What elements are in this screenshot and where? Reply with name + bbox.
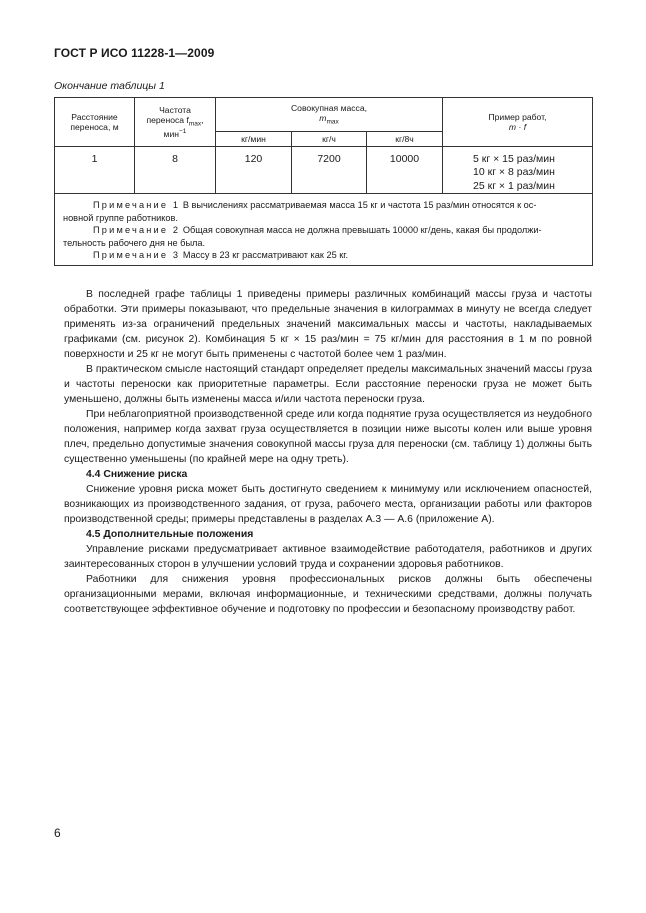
note-2: Примечание 2 Общая совокупная масса не должна превышать 10000 кг/день, какая бы продолжи- [93,225,542,236]
header-frequency: Частота переноса $f_{max}$, мин$^{-1}$ [135,98,216,147]
note-3: Примечание 3 Массу в 23 кг рассматривают как 25 кг. [93,250,349,260]
paragraph: В практическом смысле настоящий стандарт определяет пределы максимальных значений массы груза и частоты переноски как приоритетные параметры. Если расстояние переноски груза не может быть уменьшено, должны быть изменены масса и/или частота переноски груза. [64,364,592,405]
unit-kg-8h: кг/8ч [367,132,443,147]
note-1: Примечание 1 В вычислениях рассматриваемая масса 15 кг и частота 15 раз/мин относятся к ос- [93,200,537,211]
table-notes: Примечание 1 В вычислениях рассматриваемая масса 15 кг и частота 15 раз/мин относятся к ос- новной группе работников. Примечание 2 Общая совокупная масса не должна превышать 10000 кг/день, какая бы продолжи- тельность рабочего дня не была. Примечание 3 Массу в 23 кг рассматривают как 25 кг. [55,194,593,266]
paragraph: Работники для снижения уровня профессиональных рисков должны быть обеспечены организационными мерами, включая информационные, и техническими средствами, должны получать соответствующее эффективное обучение и подготовку по профессии и безопасному производству работ. [64,574,592,615]
header-total-mass: Совокупная масса, $m_{max}$ [216,98,443,132]
header-example: Пример работ, m · f [443,98,593,147]
cell-examples: 5 кг × 15 раз/мин 10 кг × 8 раз/мин 25 кг × 1 раз/мин [443,149,593,194]
section-heading: 4.5 Дополнительные положения [86,529,254,540]
cell-kg-h: 7200 [292,149,367,194]
paragraph: Управление рисками предусматривает активное взаимодействие работодателя, работников и других заинтересованных сторон в улучшении условий труда и сохранении здоровья работников. [64,544,592,570]
cell-frequency: 8 [135,149,216,194]
paragraph: При неблагоприятной производственной среде или когда поднятие груза осуществляется из неудобного положения, например когда захват груза осуществляется в позиции ниже высоты колен или выше уровня плеч, предельно допустимые значения совокупной массы груза для переноски (см. таблицу 1) должны быть существенно уменьшены (по крайней мере на одну треть). [64,409,592,465]
cell-kg-8h: 10000 [367,149,443,194]
document-header: ГОСТ Р ИСО 11228-1—2009 [54,46,215,60]
header-distance: Расстояние переноса, м [55,98,135,147]
table-caption: Окончание таблицы 1 [54,80,165,92]
paragraph: В последней графе таблицы 1 приведены примеры различных комбинаций массы груза и частоты обработки. Эти примеры показывают, что предельные значения в килограммах в минуту не всегда следует применять из-за ограничений предельных значений максимальных массы и частоты, накладываемых графиками (см. рисунок 2). Комбинация 5 кг × 15 раз/мин = 75 кг/мин для расстояния в 1 м по ровной поверхности и 25 кг не могут быть применены с частотой более чем 1 раз/мин. [64,289,592,360]
table-row [55,149,593,194]
data-table [54,97,593,266]
cell-distance: 1 [55,149,135,194]
section-heading: 4.4 Снижение риска [86,469,188,480]
paragraph: Снижение уровня риска может быть достигнуто сведением к минимуму или исключением опасностей, возникающих из производственного задания, от груза, рабочего места, организации работы или факторов производственной среды; примеры представлены в разделах А.3 — А.6 (приложение А). [64,484,592,525]
body-text [64,287,592,617]
cell-kg-min: 120 [216,149,292,194]
unit-kg-h: кг/ч [292,132,367,147]
unit-kg-min: кг/мин [216,132,292,147]
page-number: 6 [54,826,61,840]
